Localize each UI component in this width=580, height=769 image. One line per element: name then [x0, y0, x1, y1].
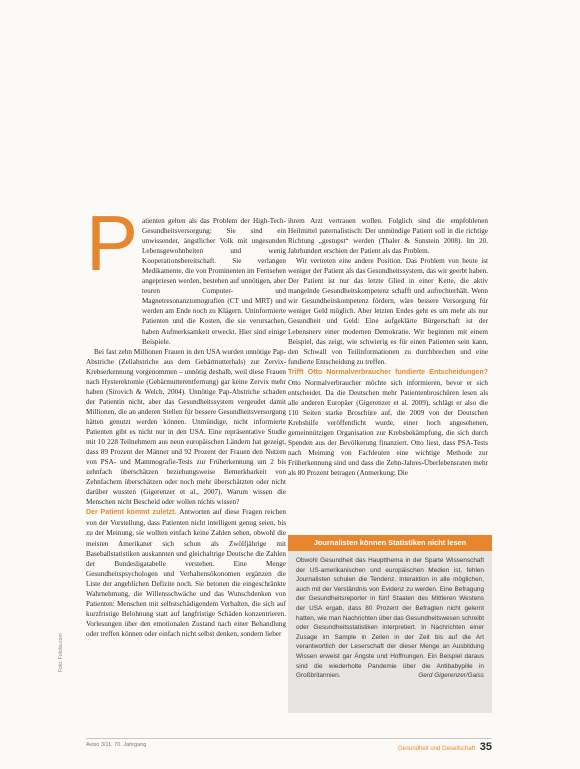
right-subheading: Trifft Otto Normalverbraucher fundierte Entscheidungen?: [288, 368, 488, 376]
left-subheading: Der Patient kommt zuletzt.: [86, 509, 180, 517]
left-paragraph-3: [86, 507, 286, 639]
footer-section-page: [392, 741, 492, 753]
info-box-body: [288, 551, 492, 685]
right-paragraph-1: ihrem Arzt vertrauen wollen. Folglich sind die empfohlenen Heilmittel paternalistisch: Der unmündige Patient soll in die richtige Richtung „gestupst“ werden (Thaler & Sunstein 2008). Im 20. Jahrhundert erschien der Patient als das Problem.: [288, 217, 488, 256]
right-column: [288, 216, 488, 478]
left-paragraph-3-text: Antworten auf diese Fragen reichen von der Vorstellung, dass Patienten nicht intelligent genug seien, bis zu der Meinung, sie wollten einfach keine Zahlen sehen, obwohl die meisten Amerikaner sich schon als Zwölfjährige mit Baseballstatistiken auskannten und gleichaltrige Deutsche die Zahlen der Bundesligatabelle verstehen. Eine Menge Gesundheitspsychologen und Verhaltensökonomen ergänzen die Liste der angeblichen Defizite noch. Sie betonen die eingeschränkte Wahrnehmung, die Willensschwäche und das Wunschdenken von Patienten: Menschen mit selbstschädigendem Verhalten, die sich auf kurzfristige Belohnung statt auf langfristige Schäden konzentrieren. Vorlesungen über den emotionalen Zustand nach einer Behandlung oder treffen können oder einfach nicht selbst denken, sondern lieber: [86, 508, 286, 638]
info-box-title: Journalisten können Statistiken nicht lesen: [288, 535, 492, 551]
footer-divider: [86, 738, 492, 739]
footer-section: Gesundheit und Gesellschaft: [398, 746, 476, 752]
drop-cap: P: [86, 199, 139, 287]
right-paragraph-3: [288, 367, 488, 479]
footer-issue: Aviso 3/11, 70. Jahrgang: [86, 742, 147, 748]
right-paragraph-2: Wir vertreten eine andere Position. Das Problem von heute ist weniger der Patient als das Gesundheitssystem, das wir geerbt haben. Der Patient ist nur das letzte Glied in einer Kette, die aktiv mangelnde Gesundheitskompetenz schafft und aufrechterhält. Wenn wir Gesundheitskompetenz fördern, wäre bessere Versorgung für weniger Geld möglich. Aber letzten Endes geht es um mehr als nur Gesundheit und Geld: Eine aufgeklärte Bürgerschaft ist der Lebensnerv einer modernen Demokratie. Wir beginnen mit einem Beispiel, das zeigt, wie schwierig es für einen Patienten sein kann, den Schwall von Teilinformationen zu durchbrechen und eine fundierte Entscheidung zu treffen.: [288, 257, 488, 366]
left-paragraph-1: atienten gelten als das Problem der High-Tech-Gesundheitsversorgung: Sie sind ein unwissender, ängstlicher Volk mit ungesunden Lebensgewohnheiten und wenig Kooperationsbereitschaft. Sie verlangen Medikamente, die von Prominenten im Fernsehen angepriesen werden, bestehen auf unnötigen, aber teuren Computer- und Magnetresonanztomografien (CT und MRT) und werden am Ende noch zu Klägern. Uninformierte Patienten und die Kosten, die sie verursachen, haben Aufmerksamkeit erweckt. Hier sind einige Beispiele.: [142, 217, 286, 346]
left-paragraph-2: Bei fast zehn Millionen Frauen in den USA wurden unnötige Pap-Abstriche (Zellabstriche aus dem Gebärmutterhals) zur Zervix-Krebserkennung vorgenommen – unnötig deshalb, weil diese Frauen nach Hysterektomie (Gebärmutterentfernung) gar keine Zervix mehr haben (Sirovich & Welch, 2004). Unnötige Pap-Abstriche schaden der Patientin nicht, aber das Gesundheitssystem vergeudet damit Millionen, die an anderen Stellen für bessere Gesundheitsversorgung hätten genutzt werden können. Unmündige, nicht informierte Patienten gibt es nicht nur in den USA. Eine repräsentative Studie mit 10 228 Teilnehmern aus neun europäischen Ländern hat gezeigt, dass 89 Prozent der Männer und 92 Prozent der Frauen den Nutzen von PSA- und Mammografie-Tests zur Früherkennung um 2 bis zehnfach überschätzen beziehungsweise Bemerkbarkeit von Zehnfachem überschätzen oder noch mehr überschätzten oder nicht darüber wussten (Gigerenzer et al., 2007). Warum wissen die Menschen nicht Bescheid oder wollen nichts wissen?: [86, 347, 286, 507]
info-box: [288, 535, 492, 713]
left-column: [86, 216, 286, 639]
info-box-text: Obwohl Gesundheit das Hauptthema in der Sparte Wissenschaft der US-amerikanischen und europäischen Medien ist, fehlen Journalisten schulen die Tendenz. Interaktion in alle möglichen, auch mit der Verständnis von Evidenz zu werden. Eine Befragung der Gesundheitsreporter in fünf Staaten des Mittleren Westens der USA ergab, dass 80 Prozent der Befragten nicht gelernt hatten, wie man Nachrichten über das Gesundheitswesen schreibt oder Gesundheitsstatistiken interpretiert. In Nachrichten einer Zusage im Sample in Zeilen in der Zeit bis auf die Art verantwortlich der Leserschaft der dieser Menge an Ausbildung Wissen erweist gar Ängste und Hoffnungen. Ein Beispiel daraus sind die wiederholte Pandemie über die Antibabypille in Großbritannien.: [296, 557, 484, 680]
info-box-author: Gerd Gigerenzer/Gaiss: [418, 672, 484, 680]
photo-credit: Foto: Fotolia.com: [58, 633, 64, 672]
right-paragraph-3-text: Otto Normalverbraucher möchte sich informieren, bevor er sich entscheidet. Da die Deutschen mehr Patientenbroschüren lesen als alle anderen Europäer (Gigerenzer et al. 2009), schlägt er also die 110 Seiten starke Broschüre auf, die 2009 von der Deutschen Krebshilfe veröffentlicht wurde, einer hoch angesehenen, gemeinnützigen Organisation zur Krebsbekämpfung, die sich durch Spenden aus der Bevölkerung finanziert. Otto liest, dass PSA-Tests nach Meinung von Fachleuten eine wichtige Methode zur Früherkennung sind und dass die Zehn-Jahres-Überlebensraten mehr als 80 Prozent betragen (Anmerkung: Die: [288, 378, 488, 478]
page-number: 35: [479, 741, 492, 753]
